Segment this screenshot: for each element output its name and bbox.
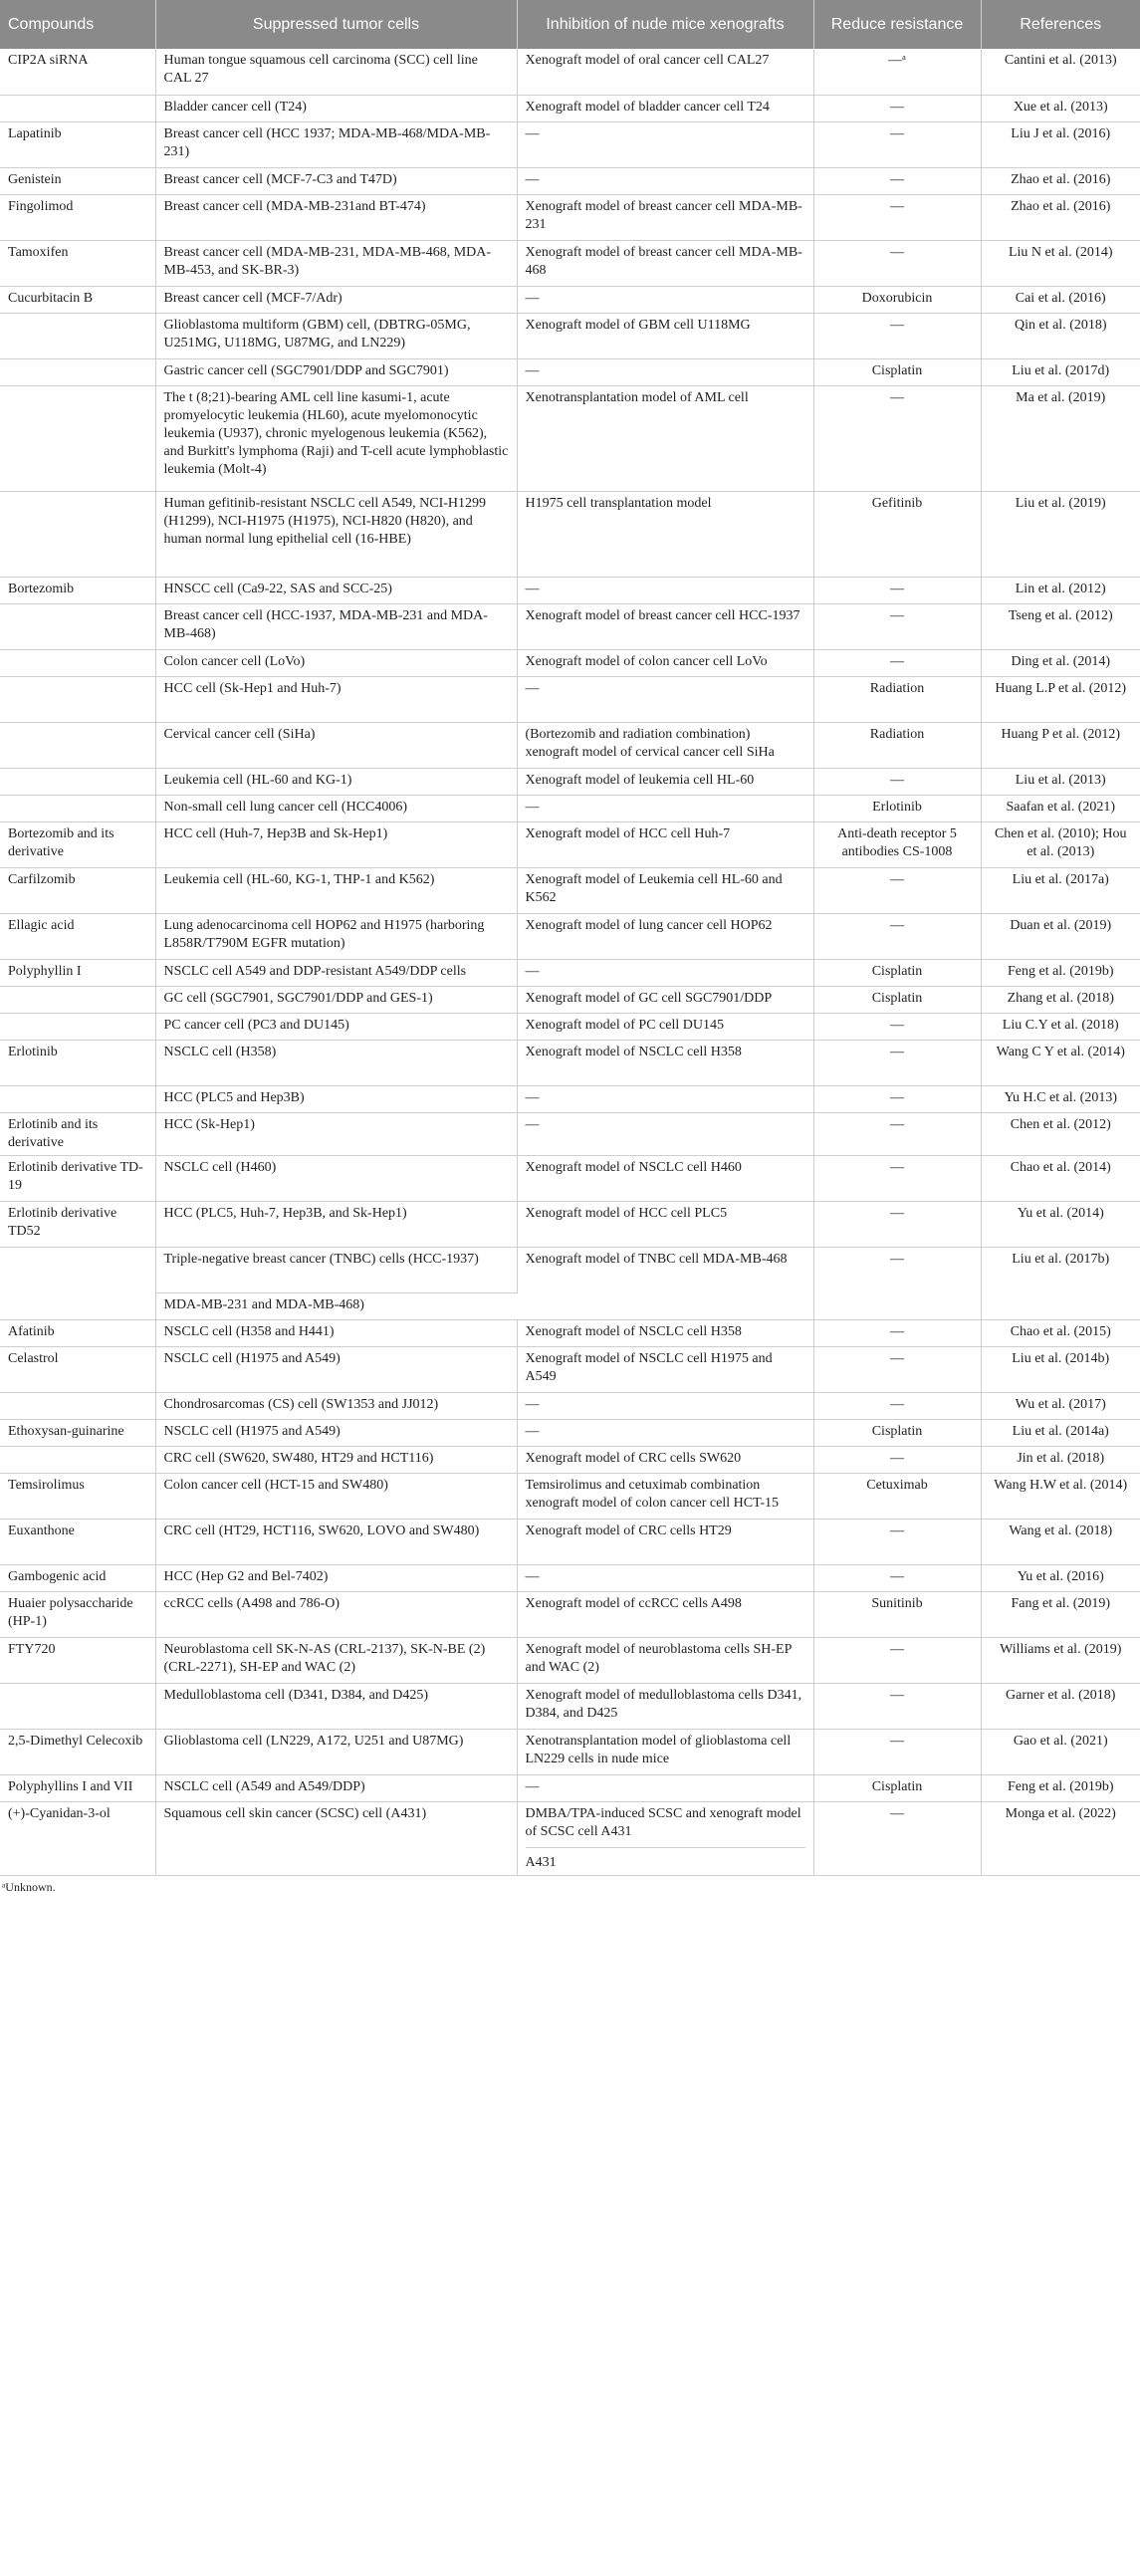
table-row — [0, 49, 1140, 95]
cell-reference: Huang L.P et al. (2012) — [981, 676, 1140, 722]
cell-suppressed-cells: NSCLC cell A549 and DDP-resistant A549/DDP cells — [155, 959, 517, 986]
cell-reference: Yu H.C et al. (2013) — [981, 1085, 1140, 1112]
cell-reference: Tseng et al. (2012) — [981, 603, 1140, 649]
cell-xenograft: H1975 cell transplantation model — [517, 491, 813, 577]
cell-reference: Saafan et al. (2021) — [981, 795, 1140, 821]
cell-reduce-resistance: — — [813, 1446, 981, 1473]
cell-compound: 2,5-Dimethyl Celecoxib — [0, 1729, 155, 1774]
cell-reduce-resistance: — — [813, 1319, 981, 1346]
cell-reference: Qin et al. (2018) — [981, 313, 1140, 358]
cell-reduce-resistance: — — [813, 95, 981, 121]
table-row — [0, 1519, 1140, 1564]
cell-xenograft: — — [517, 1419, 813, 1446]
cell-suppressed-cells: Bladder cancer cell (T24) — [155, 95, 517, 121]
cell-reduce-resistance: — — [813, 913, 981, 959]
cell-reduce-resistance: — — [813, 1013, 981, 1040]
cell-compound: Erlotinib and its derivative — [0, 1112, 155, 1155]
cell-reduce-resistance: — — [813, 1683, 981, 1729]
table-row — [0, 1564, 1140, 1591]
table-row — [0, 1774, 1140, 1801]
cell-xenograft: Xenograft model of leukemia cell HL-60 — [517, 768, 813, 795]
header-references: References — [981, 0, 1140, 49]
cell-suppressed-cells: CRC cell (SW620, SW480, HT29 and HCT116) — [155, 1446, 517, 1473]
cell-reduce-resistance: — — [813, 1564, 981, 1591]
table-row — [0, 194, 1140, 240]
table-row — [0, 1201, 1140, 1247]
cell-reference: Ma et al. (2019) — [981, 385, 1140, 491]
cell-compound — [0, 986, 155, 1013]
header-row — [0, 0, 1140, 49]
cell-xenograft: — — [517, 286, 813, 313]
cell-compound — [0, 1683, 155, 1729]
cell-compound: Gambogenic acid — [0, 1564, 155, 1591]
table-row — [0, 1040, 1140, 1085]
cell-compound — [0, 649, 155, 676]
cell-suppressed-cells: MDA-MB-231 and MDA-MB-468) — [155, 1292, 517, 1319]
cell-compound — [0, 1013, 155, 1040]
cell-suppressed-cells: CRC cell (HT29, HCT116, SW620, LOVO and SW480) — [155, 1519, 517, 1564]
cell-compound: Lapatinib — [0, 121, 155, 167]
cell-reference: Cai et al. (2016) — [981, 286, 1140, 313]
table-row — [0, 1392, 1140, 1419]
cell-suppressed-cells: Glioblastoma cell (LN229, A172, U251 and U87MG) — [155, 1729, 517, 1774]
cell-xenograft: Xenograft model of medulloblastoma cells D341, D384, and D425 — [517, 1683, 813, 1729]
cell-xenograft: Xenograft model of NSCLC cell H358 — [517, 1040, 813, 1085]
cell-reference: Liu N et al. (2014) — [981, 240, 1140, 286]
cell-reference: Gao et al. (2021) — [981, 1729, 1140, 1774]
cell-reference: Cantini et al. (2013) — [981, 49, 1140, 95]
cell-reference: Ding et al. (2014) — [981, 649, 1140, 676]
cell-reduce-resistance: — — [813, 1247, 981, 1319]
cell-compound — [0, 768, 155, 795]
cell-compound — [0, 676, 155, 722]
cell-xenograft: — — [517, 358, 813, 385]
table-row — [0, 676, 1140, 722]
cell-reference: Jin et al. (2018) — [981, 1446, 1140, 1473]
cell-compound — [0, 491, 155, 577]
cell-compound: Huaier polysaccharide (HP-1) — [0, 1591, 155, 1637]
cell-xenograft: Xenograft model of ccRCC cells A498 — [517, 1591, 813, 1637]
cell-compound — [0, 722, 155, 768]
cell-reference: Wang et al. (2018) — [981, 1519, 1140, 1564]
cell-xenograft: — — [517, 577, 813, 603]
cell-xenograft: — — [517, 121, 813, 167]
cell-compound: Fingolimod — [0, 194, 155, 240]
cell-suppressed-cells: Breast cancer cell (MDA-MB-231and BT-474) — [155, 194, 517, 240]
cell-compound: Afatinib — [0, 1319, 155, 1346]
cell-reference: Liu et al. (2014b) — [981, 1346, 1140, 1392]
cell-reference: Liu C.Y et al. (2018) — [981, 1013, 1140, 1040]
cell-compound: Bortezomib and its derivative — [0, 821, 155, 867]
cell-reference: Feng et al. (2019b) — [981, 959, 1140, 986]
table-row — [0, 1419, 1140, 1446]
cell-suppressed-cells: Breast cancer cell (HCC 1937; MDA-MB-468/MDA-MB-231) — [155, 121, 517, 167]
cell-reduce-resistance: — — [813, 1155, 981, 1201]
cell-suppressed-cells: Breast cancer cell (MCF-7-C3 and T47D) — [155, 167, 517, 194]
cell-reduce-resistance: — — [813, 1346, 981, 1392]
cell-suppressed-cells: Breast cancer cell (MCF-7/Adr) — [155, 286, 517, 313]
cell-compound: CIP2A siRNA — [0, 49, 155, 95]
cell-compound: Cucurbitacin B — [0, 286, 155, 313]
cell-compound: Bortezomib — [0, 577, 155, 603]
header-suppressed-cells: Suppressed tumor cells — [155, 0, 517, 49]
cell-reference: Lin et al. (2012) — [981, 577, 1140, 603]
cell-xenograft: — — [517, 795, 813, 821]
cell-compound: Polyphyllin I — [0, 959, 155, 986]
cell-reference: Garner et al. (2018) — [981, 1683, 1140, 1729]
table-row — [0, 1473, 1140, 1519]
cell-suppressed-cells: PC cancer cell (PC3 and DU145) — [155, 1013, 517, 1040]
cell-compound — [0, 95, 155, 121]
cell-reduce-resistance: Anti-death receptor 5 antibodies CS-1008 — [813, 821, 981, 867]
cell-compound: Ellagic acid — [0, 913, 155, 959]
cell-reduce-resistance: Cisplatin — [813, 986, 981, 1013]
cell-suppressed-cells: Breast cancer cell (MDA-MB-231, MDA-MB-468, MDA-MB-453, and SK-BR-3) — [155, 240, 517, 286]
cell-reduce-resistance: — — [813, 313, 981, 358]
cell-suppressed-cells: Leukemia cell (HL-60 and KG-1) — [155, 768, 517, 795]
cell-reduce-resistance: — — [813, 385, 981, 491]
table-row — [0, 795, 1140, 821]
cell-suppressed-cells: NSCLC cell (A549 and A549/DDP) — [155, 1774, 517, 1801]
cell-xenograft: Xenograft model of lung cancer cell HOP62 — [517, 913, 813, 959]
cell-reference: Huang P et al. (2012) — [981, 722, 1140, 768]
cell-reference: Zhao et al. (2016) — [981, 167, 1140, 194]
cell-suppressed-cells: Non-small cell lung cancer cell (HCC4006) — [155, 795, 517, 821]
cell-suppressed-cells: HNSCC cell (Ca9-22, SAS and SCC-25) — [155, 577, 517, 603]
cell-reference: Fang et al. (2019) — [981, 1591, 1140, 1637]
table-row — [0, 491, 1140, 577]
table-row — [0, 603, 1140, 649]
cell-xenograft: Xenograft model of NSCLC cell H460 — [517, 1155, 813, 1201]
cell-reference: Zhang et al. (2018) — [981, 986, 1140, 1013]
cell-suppressed-cells: GC cell (SGC7901, SGC7901/DDP and GES-1) — [155, 986, 517, 1013]
table-row — [0, 1729, 1140, 1774]
table-row — [0, 577, 1140, 603]
cell-suppressed-cells: NSCLC cell (H358) — [155, 1040, 517, 1085]
cell-reduce-resistance: — — [813, 867, 981, 913]
table-row — [0, 1591, 1140, 1637]
table-row — [0, 385, 1140, 491]
table-row — [0, 1637, 1140, 1683]
table-row — [0, 167, 1140, 194]
table-row — [0, 240, 1140, 286]
cell-suppressed-cells: Colon cancer cell (HCT-15 and SW480) — [155, 1473, 517, 1519]
cell-xenograft-text: DMBA/TPA-induced SCSC and xenograft model of SCSC cell A431 — [525, 1805, 801, 1839]
cell-compound — [0, 1392, 155, 1419]
cell-reduce-resistance: — — [813, 1392, 981, 1419]
cell-reduce-resistance: — — [813, 167, 981, 194]
table-row — [0, 1683, 1140, 1729]
cell-suppressed-cells: Glioblastoma multiform (GBM) cell, (DBTRG-05MG, U251MG, U118MG, U87MG, and LN229) — [155, 313, 517, 358]
cell-reference: Xue et al. (2013) — [981, 95, 1140, 121]
cell-compound: Tamoxifen — [0, 240, 155, 286]
cell-compound — [0, 385, 155, 491]
cell-reference: Yu et al. (2016) — [981, 1564, 1140, 1591]
header-reduce-resistance: Reduce resistance — [813, 0, 981, 49]
cell-xenograft: Xenograft model of breast cancer cell MDA-MB-468 — [517, 240, 813, 286]
table-row — [0, 867, 1140, 913]
cell-xenograft: — — [517, 676, 813, 722]
cell-suppressed-cells: Triple-negative breast cancer (TNBC) cells (HCC-1937) — [155, 1247, 517, 1292]
cell-xenograft: — — [517, 1564, 813, 1591]
cell-reduce-resistance: — — [813, 1729, 981, 1774]
cell-reference: Liu et al. (2017a) — [981, 867, 1140, 913]
cell-compound: Genistein — [0, 167, 155, 194]
cell-xenograft: Xenograft model of TNBC cell MDA-MB-468 — [517, 1247, 813, 1319]
cell-compound: Erlotinib derivative TD-19 — [0, 1155, 155, 1201]
cell-compound — [0, 358, 155, 385]
cell-xenograft: Xenograft model of bladder cancer cell T24 — [517, 95, 813, 121]
table-row — [0, 1446, 1140, 1473]
footnote: ᵃUnknown. — [2, 1879, 56, 1894]
cell-suppressed-cells: Squamous cell skin cancer (SCSC) cell (A431) — [155, 1801, 517, 1875]
cell-reduce-resistance: Doxorubicin — [813, 286, 981, 313]
cell-reduce-resistance: — — [813, 1112, 981, 1155]
cell-suppressed-cells: Lung adenocarcinoma cell HOP62 and H1975 (harboring L858R/T790M EGFR mutation) — [155, 913, 517, 959]
cell-compound — [0, 1446, 155, 1473]
cell-reduce-resistance: — — [813, 1519, 981, 1564]
cell-compound — [0, 1085, 155, 1112]
table-row — [0, 313, 1140, 358]
cell-reference: Liu J et al. (2016) — [981, 121, 1140, 167]
cell-suppressed-cells: HCC cell (Sk-Hep1 and Huh-7) — [155, 676, 517, 722]
cell-reduce-resistance: Sunitinib — [813, 1591, 981, 1637]
cell-xenograft: Xenograft model of HCC cell PLC5 — [517, 1201, 813, 1247]
cell-reduce-resistance: Gefitinib — [813, 491, 981, 577]
cell-xenograft: — — [517, 1112, 813, 1155]
header-xenografts: Inhibition of nude mice xenografts — [517, 0, 813, 49]
cell-xenograft: Xenograft model of colon cancer cell LoVo — [517, 649, 813, 676]
cell-compound: Temsirolimus — [0, 1473, 155, 1519]
cell-reference: Zhao et al. (2016) — [981, 194, 1140, 240]
cell-compound: Euxanthone — [0, 1519, 155, 1564]
cell-reference: Liu et al. (2019) — [981, 491, 1140, 577]
cell-reference: Liu et al. (2017d) — [981, 358, 1140, 385]
table-row — [0, 821, 1140, 867]
cell-xenograft: Xenograft model of oral cancer cell CAL27 — [517, 49, 813, 95]
cell-xenograft: — — [517, 1392, 813, 1419]
cell-xenograft: (Bortezomib and radiation combination) xenograft model of cervical cancer cell SiHa — [517, 722, 813, 768]
cell-reduce-resistance: Radiation — [813, 676, 981, 722]
table-row — [0, 286, 1140, 313]
cell-reference: Chao et al. (2015) — [981, 1319, 1140, 1346]
cell-suppressed-cells: ccRCC cells (A498 and 786-O) — [155, 1591, 517, 1637]
table-row — [0, 1801, 1140, 1875]
cell-reduce-resistance: — — [813, 1201, 981, 1247]
cell-reduce-resistance: — — [813, 121, 981, 167]
cell-suppressed-cells: Human gefitinib-resistant NSCLC cell A549, NCI-H1299 (H1299), NCI-H1975 (H1975), NCI-H820 (H820), and human normal lung epithelial cell (16-HBE) — [155, 491, 517, 577]
table-row — [0, 1346, 1140, 1392]
cell-compound: Erlotinib — [0, 1040, 155, 1085]
cell-reference: Monga et al. (2022) — [981, 1801, 1140, 1875]
cell-xenograft: — — [517, 959, 813, 986]
cell-xenograft: Xenograft model of NSCLC cell H358 — [517, 1319, 813, 1346]
cell-reference: Liu et al. (2014a) — [981, 1419, 1140, 1446]
cell-xenograft: Xenograft model of CRC cells HT29 — [517, 1519, 813, 1564]
cell-xenograft: Xenograft model of breast cancer cell MDA-MB-231 — [517, 194, 813, 240]
cell-reduce-resistance: — — [813, 577, 981, 603]
cell-compound: Ethoxysan-guinarine — [0, 1419, 155, 1446]
cell-compound: Celastrol — [0, 1346, 155, 1392]
cell-compound: Erlotinib derivative TD52 — [0, 1201, 155, 1247]
cell-reference: Wang H.W et al. (2014) — [981, 1473, 1140, 1519]
cell-xenograft: Xenograft model of neuroblastoma cells SH-EP and WAC (2) — [517, 1637, 813, 1683]
cell-reduce-resistance: — — [813, 1801, 981, 1875]
table-row — [0, 1013, 1140, 1040]
cell-reduce-resistance: — — [813, 649, 981, 676]
cell-reduce-resistance: — — [813, 240, 981, 286]
cell-suppressed-cells: NSCLC cell (H1975 and A549) — [155, 1419, 517, 1446]
cell-reference: Williams et al. (2019) — [981, 1637, 1140, 1683]
cell-compound — [0, 795, 155, 821]
cell-suppressed-cells: HCC cell (Huh-7, Hep3B and Sk-Hep1) — [155, 821, 517, 867]
cell-compound: (+)-Cyanidan-3-ol — [0, 1801, 155, 1875]
cell-xenograft: Xenograft model of Leukemia cell HL-60 and K562 — [517, 867, 813, 913]
cell-suppressed-cells: Leukemia cell (HL-60, KG-1, THP-1 and K562) — [155, 867, 517, 913]
cell-reduce-resistance: Cisplatin — [813, 1774, 981, 1801]
cell-reduce-resistance: Cetuximab — [813, 1473, 981, 1519]
cell-suppressed-cells: Neuroblastoma cell SK-N-AS (CRL-2137), SK-N-BE (2) (CRL-2271), SH-EP and WAC (2) — [155, 1637, 517, 1683]
cell-suppressed-cells: NSCLC cell (H358 and H441) — [155, 1319, 517, 1346]
cell-xenograft: Xenograft model of GC cell SGC7901/DDP — [517, 986, 813, 1013]
cell-reference: Liu et al. (2013) — [981, 768, 1140, 795]
cell-compound: FTY720 — [0, 1637, 155, 1683]
cell-reduce-resistance: — — [813, 1637, 981, 1683]
cell-xenograft: — — [517, 1085, 813, 1112]
cell-reduce-resistance: —ᵃ — [813, 49, 981, 95]
cell-compound — [0, 313, 155, 358]
cell-xenograft: Xenograft model of breast cancer cell HCC-1937 — [517, 603, 813, 649]
table-row — [0, 913, 1140, 959]
cell-reference: Wu et al. (2017) — [981, 1392, 1140, 1419]
cell-suppressed-cells: NSCLC cell (H460) — [155, 1155, 517, 1201]
table-row — [0, 1247, 1140, 1292]
cell-compound — [0, 603, 155, 649]
table-row — [0, 1155, 1140, 1201]
cell-xenograft: Xenograft model of CRC cells SW620 — [517, 1446, 813, 1473]
cell-suppressed-cells: NSCLC cell (H1975 and A549) — [155, 1346, 517, 1392]
header-compounds: Compounds — [0, 0, 155, 49]
cell-xenograft: Xenotransplantation model of AML cell — [517, 385, 813, 491]
cell-compound: Polyphyllins I and VII — [0, 1774, 155, 1801]
table-row — [0, 1319, 1140, 1346]
table-row — [0, 649, 1140, 676]
cell-reduce-resistance: Cisplatin — [813, 358, 981, 385]
cell-xenograft: — — [517, 1774, 813, 1801]
table-row — [0, 1085, 1140, 1112]
cell-reduce-resistance: Cisplatin — [813, 1419, 981, 1446]
cell-suppressed-cells: Gastric cancer cell (SGC7901/DDP and SGC7901) — [155, 358, 517, 385]
cell-suppressed-cells: Cervical cancer cell (SiHa) — [155, 722, 517, 768]
table-body — [0, 49, 1140, 1875]
cell-suppressed-cells: HCC (PLC5, Huh-7, Hep3B, and Sk-Hep1) — [155, 1201, 517, 1247]
table-row — [0, 722, 1140, 768]
cell-reference: Liu et al. (2017b) — [981, 1247, 1140, 1319]
cell-suppressed-cells: HCC (Sk-Hep1) — [155, 1112, 517, 1155]
cell-xenograft: Xenograft model of HCC cell Huh-7 — [517, 821, 813, 867]
cell-suppressed-cells: Chondrosarcomas (CS) cell (SW1353 and JJ012) — [155, 1392, 517, 1419]
cell-reduce-resistance: — — [813, 603, 981, 649]
table-row — [0, 121, 1140, 167]
cell-reference: Duan et al. (2019) — [981, 913, 1140, 959]
table-row — [0, 358, 1140, 385]
cell-xenograft: — — [517, 167, 813, 194]
cell-suppressed-cells: Medulloblastoma cell (D341, D384, and D425) — [155, 1683, 517, 1729]
table-row — [0, 1112, 1140, 1155]
cell-suppressed-cells: Colon cancer cell (LoVo) — [155, 649, 517, 676]
cell-xenograft-extra: A431 — [526, 1847, 805, 1872]
cell-suppressed-cells: HCC (PLC5 and Hep3B) — [155, 1085, 517, 1112]
cell-reduce-resistance: — — [813, 1085, 981, 1112]
cell-xenograft: Xenograft model of GBM cell U118MG — [517, 313, 813, 358]
cell-reference: Feng et al. (2019b) — [981, 1774, 1140, 1801]
cell-reference: Yu et al. (2014) — [981, 1201, 1140, 1247]
cell-xenograft: Xenograft model of NSCLC cell H1975 and A549 — [517, 1346, 813, 1392]
cell-reference: Chen et al. (2012) — [981, 1112, 1140, 1155]
cell-compound: Carfilzomib — [0, 867, 155, 913]
cell-reduce-resistance: — — [813, 194, 981, 240]
cell-reduce-resistance: Erlotinib — [813, 795, 981, 821]
table-row — [0, 95, 1140, 121]
table-row — [0, 959, 1140, 986]
cell-reference: Wang C Y et al. (2014) — [981, 1040, 1140, 1085]
cell-reduce-resistance: — — [813, 1040, 981, 1085]
cell-xenograft: Xenograft model of PC cell DU145 — [517, 1013, 813, 1040]
cell-reference: Chao et al. (2014) — [981, 1155, 1140, 1201]
cell-xenograft — [517, 1801, 813, 1875]
table-row — [0, 768, 1140, 795]
cell-reference: Chen et al. (2010); Hou et al. (2013) — [981, 821, 1140, 867]
cell-suppressed-cells: Breast cancer cell (HCC-1937, MDA-MB-231 and MDA-MB-468) — [155, 603, 517, 649]
cell-reduce-resistance: Radiation — [813, 722, 981, 768]
table-row — [0, 986, 1140, 1013]
cell-reduce-resistance: Cisplatin — [813, 959, 981, 986]
cell-compound — [0, 1247, 155, 1319]
cell-suppressed-cells: Human tongue squamous cell carcinoma (SCC) cell line CAL 27 — [155, 49, 517, 95]
cell-xenograft: Xenotransplantation model of glioblastoma cell LN229 cells in nude mice — [517, 1729, 813, 1774]
cell-suppressed-cells: The t (8;21)-bearing AML cell line kasumi-1, acute promyelocytic leukemia (HL60), acute myelomonocytic leukemia (U937), chronic myelogenous leukemia (K562), and Burkitt's lymphoma (Raji) and T-cell acute lymphoblastic leukemia (Molt-4) — [155, 385, 517, 491]
cell-reduce-resistance: — — [813, 768, 981, 795]
cell-xenograft: Temsirolimus and cetuximab combination xenograft model of colon cancer cell HCT-15 — [517, 1473, 813, 1519]
cell-suppressed-cells: HCC (Hep G2 and Bel-7402) — [155, 1564, 517, 1591]
